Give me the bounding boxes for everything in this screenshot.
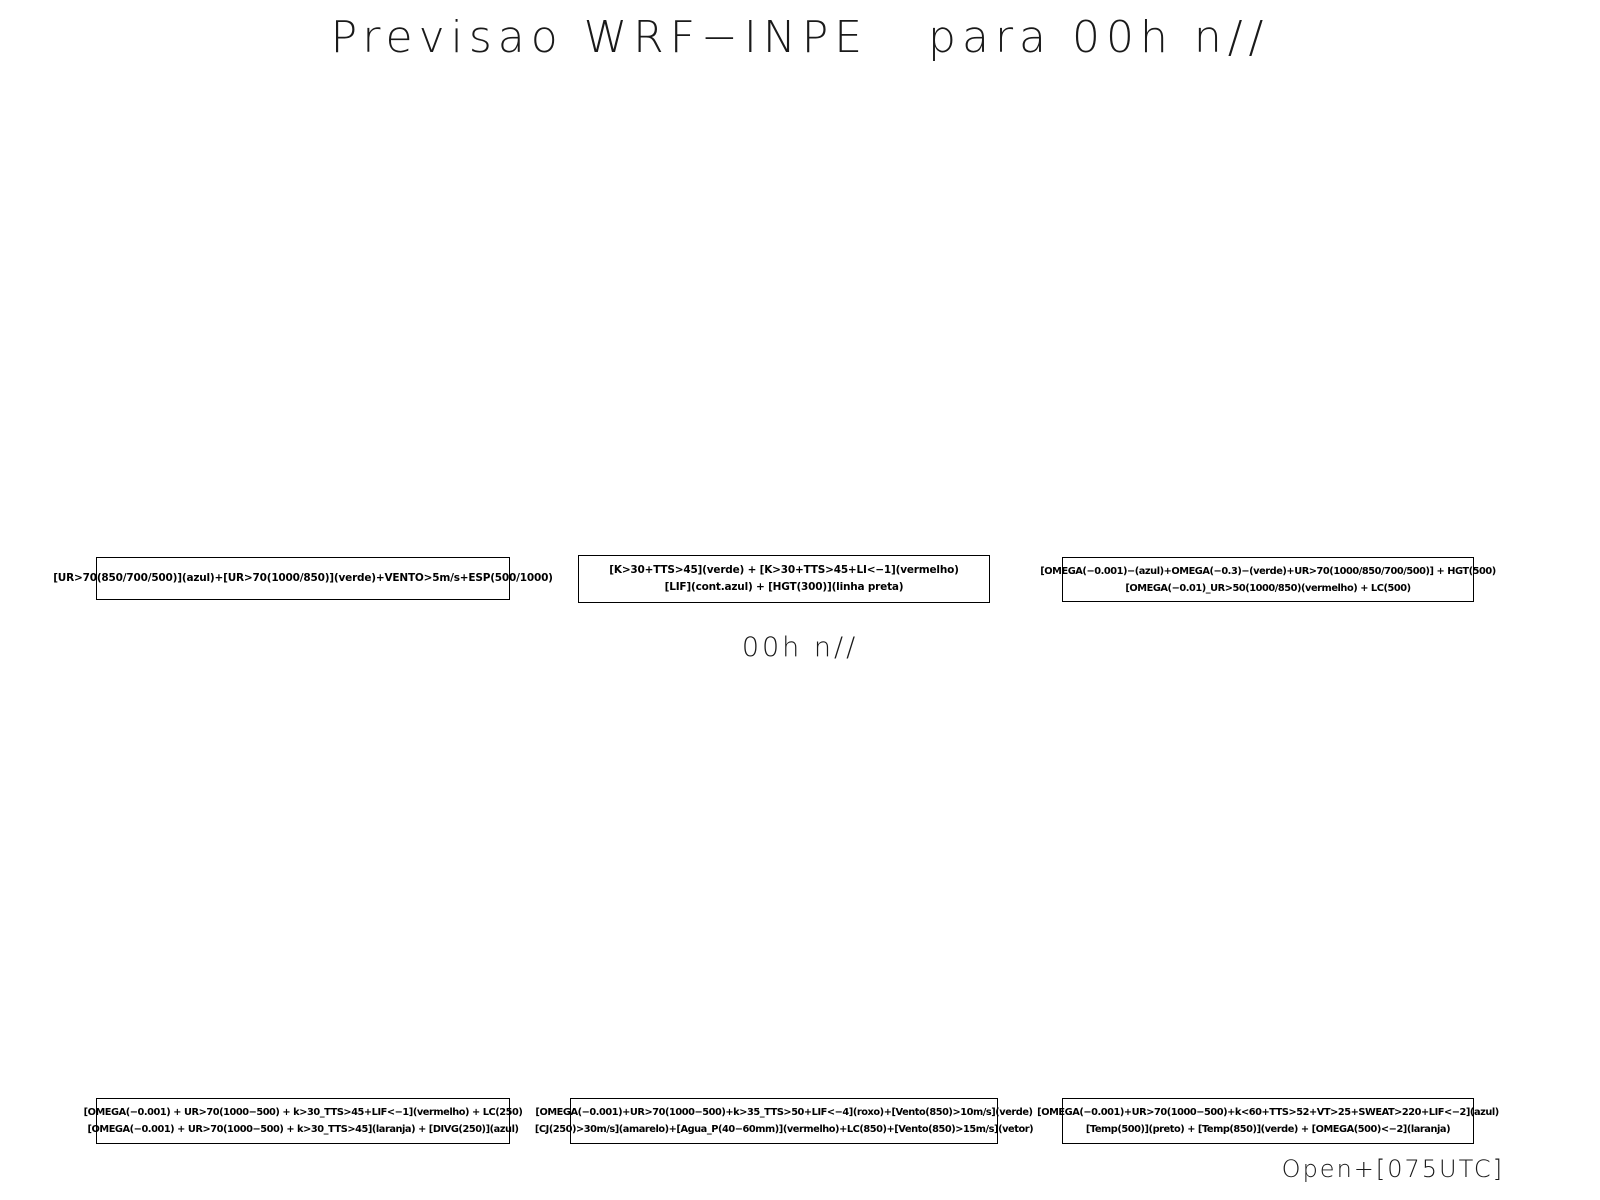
legend-line: [CJ(250)>30m/s](amarelo)+[Agua_P(40−60mm)](vermelho)+LC(850)+[Vento(850)>15m/s](vetor) [534,1124,1034,1135]
legend-line: [OMEGA(−0.001) + UR>70(1000−500) + k>30_TTS>45](laranja) + [DIVG(250)](azul) [87,1124,519,1135]
legend-line: [LIF](cont.azul) + [HGT(300)](linha preta) [664,581,904,593]
legend-line: [OMEGA(−0.001)+UR>70(1000−500)+k>35_TTS>50+LIF<−4](roxo)+[Vento(850)>10m/s](verde) [535,1107,1033,1118]
forecast-hour-label: 00h n// [741,632,859,663]
legend-line: [Temp(500)](preto) + [Temp(850)](verde) + [OMEGA(500)<−2](laranja) [1085,1124,1451,1135]
legend-box-jet-precipitable-water [534,1098,1034,1144]
legend-line: [K>30+TTS>45](verde) + [K>30+TTS>45+LI<−1](vermelho) [609,564,959,576]
legend-box-instability-indices [578,555,990,603]
page-title: Previsao WRF−INPE para 00h n// [330,12,1270,63]
legend-box-omega-humidity [1040,557,1496,602]
legend-line: [OMEGA(−0.01)_UR>50(1000/850)(vermelho) + LC(500) [1125,582,1411,594]
legend-line: [OMEGA(−0.001) + UR>70(1000−500) + k>30_TTS>45+LIF<−1](vermelho) + LC(250) [83,1107,523,1118]
legend-box-sweat-temperature [1037,1098,1499,1144]
legend-line: [OMEGA(−0.001)+UR>70(1000−500)+k<60+TTS>52+VT>25+SWEAT>220+LIF<−2](azul) [1037,1107,1499,1118]
legend-box-humidity-wind [53,557,553,600]
footer-run-label: Open+[075UTC] [1281,1155,1504,1183]
legend-line: [OMEGA(−0.001)−(azul)+OMEGA(−0.3)−(verde)+UR>70(1000/850/700/500)] + HGT(500) [1040,565,1496,577]
legend-box-omega-divergence [83,1098,523,1144]
legend-line: [UR>70(850/700/500)](azul)+[UR>70(1000/850)](verde)+VENTO>5m/s+ESP(500/1000) [53,572,553,584]
